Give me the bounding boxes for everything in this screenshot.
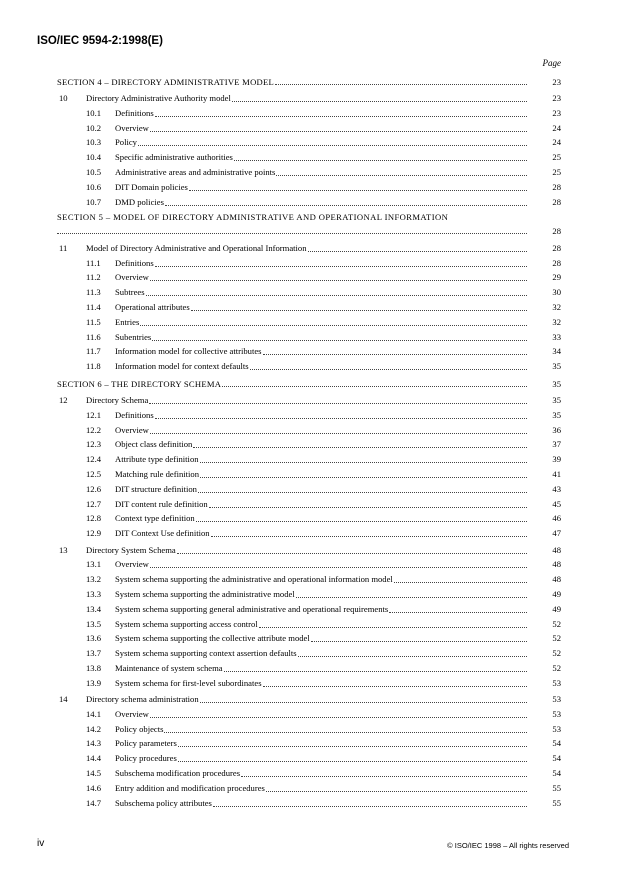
toc-entry-title: Overview: [115, 122, 149, 133]
toc-page-number: 35: [552, 395, 561, 406]
toc-entry-number: 11: [59, 242, 68, 253]
toc-entry-number: 11.2: [86, 272, 101, 283]
toc-entry-title: DIT content rule definition: [115, 498, 208, 509]
toc-page-number: 39: [552, 454, 561, 465]
toc-subclause-entry[interactable]: [0, 722, 619, 737]
toc-entry-title: Overview: [115, 559, 149, 570]
dot-leader: [165, 195, 527, 206]
toc-entry-number: 10.7: [86, 196, 102, 207]
toc-entry-title: Matching rule definition: [115, 469, 200, 480]
toc-entry-title: Overview: [115, 424, 149, 435]
toc-entry-title: Administrative areas and administrative points: [115, 166, 276, 177]
toc-page-number: 36: [552, 424, 561, 435]
toc-page-number: 41: [552, 469, 561, 480]
toc-entry-title: Definitions: [115, 107, 154, 118]
toc-page-number: 32: [552, 316, 561, 327]
toc-subclause-entry[interactable]: [0, 150, 619, 165]
toc-entry-number: 10.2: [86, 122, 102, 133]
toc-entry-number: 11.1: [86, 257, 101, 268]
toc-entry-title: Entry addition and modification procedures: [115, 782, 265, 793]
toc-entry-title: System schema for first-level subordinates: [115, 677, 262, 688]
toc-subclause-entry[interactable]: [0, 437, 619, 452]
toc-subclause-entry[interactable]: [0, 676, 619, 691]
toc-page-number: 23: [552, 93, 561, 103]
toc-page-number: 46: [552, 513, 561, 524]
dot-leader: [389, 602, 527, 613]
toc-entry-title: System schema supporting context assertion defaults: [115, 648, 297, 659]
toc-entry-number: 13.6: [86, 633, 102, 644]
toc-page-number: 52: [552, 633, 561, 644]
toc-entry-title: SECTION 6 – THE DIRECTORY SCHEMA: [57, 378, 222, 389]
toc-entry-number: 14.2: [86, 723, 102, 734]
toc-page-number: 45: [552, 498, 561, 509]
dot-leader: [178, 751, 527, 762]
dot-leader: [209, 497, 527, 508]
dot-leader: [196, 511, 527, 522]
toc-page-number: 52: [552, 648, 561, 659]
dot-leader: [232, 91, 527, 102]
toc-page-number: 28: [552, 257, 561, 268]
toc-entry-title: Entries: [115, 316, 140, 327]
toc-entry-number: 10.1: [86, 107, 102, 118]
toc-page-number: 28: [552, 196, 561, 207]
dot-leader: [155, 408, 527, 419]
toc-page-number: 35: [552, 378, 561, 389]
toc-entry-title: DIT structure definition: [115, 483, 197, 494]
toc-page-number: 54: [552, 753, 561, 764]
toc-entry-number: 11.6: [86, 331, 101, 342]
toc-subclause-entry[interactable]: [0, 180, 619, 195]
toc-entry-title: Overview: [115, 272, 149, 283]
toc-subclause-entry[interactable]: [0, 467, 619, 482]
toc-subclause-entry[interactable]: [0, 646, 619, 661]
toc-page-number: 30: [552, 287, 561, 298]
dot-leader: [259, 617, 527, 628]
dot-leader: [164, 722, 527, 733]
toc-subclause-entry[interactable]: [0, 736, 619, 751]
toc-entry-title: Context type definition: [115, 513, 195, 524]
toc-entry-title: Directory Administrative Authority model: [86, 93, 231, 103]
toc-entry-title: Directory System Schema: [86, 544, 176, 555]
toc-entry-number: 12.8: [86, 513, 102, 524]
toc-entry-number: 12.4: [86, 454, 102, 465]
dot-leader: [178, 736, 527, 747]
toc-entry-title: Definitions: [115, 257, 154, 268]
toc-subclause-entry[interactable]: [0, 707, 619, 722]
dot-leader: [193, 437, 527, 448]
toc-entry-title: Policy parameters: [115, 738, 177, 749]
dot-leader: [211, 526, 527, 537]
toc-entry-title: Subentries: [115, 331, 152, 342]
dot-leader: [250, 359, 527, 370]
toc-subclause-entry[interactable]: [0, 408, 619, 423]
toc-page-number: 34: [552, 346, 561, 357]
toc-page-number: 35: [552, 409, 561, 420]
toc-entry-number: 10.6: [86, 181, 102, 192]
toc-subclause-entry[interactable]: [0, 285, 619, 300]
toc-page-number: 28: [552, 226, 561, 237]
dot-leader: [150, 121, 527, 132]
toc-entry-title: Definitions: [115, 409, 154, 420]
toc-entry-number: 13.9: [86, 677, 102, 688]
toc-page-number: 43: [552, 483, 561, 494]
toc-page-number: 53: [552, 693, 561, 704]
toc-page-number: 28: [552, 181, 561, 192]
toc-subclause-entry[interactable]: [0, 526, 619, 541]
page-column-label: Page: [542, 58, 561, 68]
toc-entry-title: System schema supporting the administrative model: [115, 588, 295, 599]
toc-entry-title: Directory Schema: [86, 395, 149, 406]
dot-leader: [191, 300, 527, 311]
toc-subclause-entry[interactable]: [0, 452, 619, 467]
toc-subclause-entry[interactable]: [0, 482, 619, 497]
toc-clause-entry[interactable]: [0, 91, 619, 106]
toc-entry-number: 14.5: [86, 767, 102, 778]
toc-subclause-entry[interactable]: [0, 511, 619, 526]
toc-subclause-entry[interactable]: [0, 106, 619, 121]
toc-subclause-entry[interactable]: [0, 587, 619, 602]
toc-entry-title: SECTION 4 – DIRECTORY ADMINISTRATIVE MODEL: [57, 76, 274, 87]
toc-page-number: 24: [552, 137, 561, 148]
toc-entry-number: 12.2: [86, 424, 102, 435]
dot-leader: [150, 423, 527, 434]
toc-entry-number: 14.4: [86, 753, 102, 764]
toc-page-number: 55: [552, 797, 561, 808]
dot-leader: [177, 543, 527, 554]
toc-entry-number: 13.1: [86, 559, 102, 570]
toc-subclause-entry[interactable]: [0, 135, 619, 150]
dot-leader: [308, 241, 527, 252]
toc-page-number: 37: [552, 439, 561, 450]
toc-subclause-entry[interactable]: [0, 165, 619, 180]
toc-entry-number: 14: [59, 693, 68, 704]
toc-subclause-entry[interactable]: [0, 195, 619, 210]
toc-subclause-entry[interactable]: [0, 344, 619, 359]
toc-entry-title: System schema supporting the administrative and operational information model: [115, 574, 393, 585]
toc-page-number: 49: [552, 588, 561, 599]
toc-subclause-entry[interactable]: [0, 270, 619, 285]
dot-leader: [241, 766, 527, 777]
toc-subclause-entry[interactable]: [0, 796, 619, 811]
toc-entry-number: 12: [59, 395, 68, 406]
toc-page-number: 24: [552, 122, 561, 133]
toc-entry-title: DMD policies: [115, 196, 164, 207]
toc-entry-number: 11.4: [86, 302, 101, 313]
dot-leader: [213, 796, 527, 807]
toc-entry-title: Information model for context defaults: [115, 361, 249, 372]
toc-page-number: 53: [552, 708, 561, 719]
toc-entry-number: 12.6: [86, 483, 102, 494]
toc-entry-number: 13.3: [86, 588, 102, 599]
dot-leader: [200, 452, 527, 463]
toc-entry-number: 10: [59, 93, 68, 103]
toc-entry-number: 12.9: [86, 528, 102, 539]
toc-page-number: 23: [552, 76, 561, 87]
toc-page-number: 48: [552, 544, 561, 555]
toc-page-number: 53: [552, 677, 561, 688]
toc-entry-title: System schema supporting general administrative and operational requirements: [115, 603, 389, 614]
dot-leader: [200, 467, 527, 478]
toc-page-number: 53: [552, 723, 561, 734]
dot-leader: [200, 692, 527, 703]
toc-subclause-entry[interactable]: [0, 766, 619, 781]
toc-subclause-entry[interactable]: [0, 256, 619, 271]
toc-entry-title: Subtrees: [115, 287, 145, 298]
toc-entry-number: 12.5: [86, 469, 102, 480]
toc-entry-title: Policy: [115, 137, 137, 148]
dot-leader: [155, 256, 527, 267]
toc-subclause-entry[interactable]: [0, 315, 619, 330]
toc-clause-entry[interactable]: [0, 543, 619, 558]
toc-entry-number: 11.5: [86, 316, 101, 327]
dot-leader: [155, 106, 527, 117]
dot-leader: [275, 74, 527, 85]
toc-subclause-entry[interactable]: [0, 751, 619, 766]
toc-entry-number: 13: [59, 544, 68, 555]
toc-entry-title: SECTION 5 – MODEL OF DIRECTORY ADMINISTRATIVE AND OPERATIONAL INFORMATION: [57, 212, 449, 223]
toc-subclause-entry[interactable]: [0, 557, 619, 572]
dot-leader: [150, 270, 527, 281]
toc-page-number: 47: [552, 528, 561, 539]
toc-page-number: 32: [552, 302, 561, 313]
toc-entry-title: Model of Directory Administrative and Operational Information: [86, 242, 307, 253]
dot-leader: [311, 631, 527, 642]
toc-page-number: 54: [552, 738, 561, 749]
toc-subclause-entry[interactable]: [0, 330, 619, 345]
toc-page-number: 28: [552, 242, 561, 253]
toc-entry-title: Information model for collective attributes: [115, 346, 262, 357]
toc-page-number: 48: [552, 559, 561, 570]
toc-section-heading[interactable]: [0, 376, 619, 392]
toc-entry-title: Operational attributes: [115, 302, 190, 313]
toc-entry-number: 14.3: [86, 738, 102, 749]
toc-entry-title: Policy procedures: [115, 753, 177, 764]
footer-copyright: © ISO/IEC 1998 – All rights reserved: [447, 841, 569, 850]
toc-entry-number: 13.4: [86, 603, 102, 614]
toc-page-number: 49: [552, 603, 561, 614]
toc-subclause-entry[interactable]: [0, 423, 619, 438]
toc-entry-title: Policy objects: [115, 723, 164, 734]
toc-entry-number: 12.7: [86, 498, 102, 509]
toc-clause-entry[interactable]: [0, 692, 619, 707]
toc-entry-number: 10.4: [86, 152, 102, 163]
toc-entry-number: 12.1: [86, 409, 102, 420]
dot-leader: [150, 707, 527, 718]
toc-entry-number: 11.7: [86, 346, 101, 357]
toc-entry-title: DIT Context Use definition: [115, 528, 210, 539]
toc-entry-title: Directory schema administration: [86, 693, 199, 704]
toc-entry-title: Subschema policy attributes: [115, 797, 212, 808]
toc-page-number: 54: [552, 767, 561, 778]
dot-leader: [263, 344, 527, 355]
toc-entry-number: 13.5: [86, 618, 102, 629]
toc-entry-title: Object class definition: [115, 439, 193, 450]
toc-subclause-entry[interactable]: [0, 300, 619, 315]
toc-page-number: 29: [552, 272, 561, 283]
toc-entry-number: 13.8: [86, 662, 102, 673]
toc-entry-number: 12.3: [86, 439, 102, 450]
toc-entry-title: System schema supporting the collective attribute model: [115, 633, 310, 644]
dot-leader: [263, 676, 527, 687]
dot-leader: [266, 781, 527, 792]
toc-subclause-entry[interactable]: [0, 602, 619, 617]
dot-leader: [276, 165, 527, 176]
toc-entry-title: Subschema modification procedures: [115, 767, 241, 778]
toc-entry-title: DIT Domain policies: [115, 181, 188, 192]
toc-entry-number: 11.8: [86, 361, 101, 372]
toc-subclause-entry[interactable]: [0, 497, 619, 512]
toc-subclause-entry[interactable]: [0, 631, 619, 646]
dot-leader: [57, 227, 527, 234]
toc-subclause-entry[interactable]: [0, 572, 619, 587]
toc-entry-number: 10.5: [86, 166, 102, 177]
toc-clause-entry[interactable]: [0, 241, 619, 256]
toc-page-number: 25: [552, 152, 561, 163]
toc-page-number: 33: [552, 331, 561, 342]
toc-entry-title: Specific administrative authorities: [115, 152, 233, 163]
toc-subclause-entry[interactable]: [0, 121, 619, 136]
dot-leader: [222, 376, 527, 387]
toc-page-number: 25: [552, 166, 561, 177]
footer-page-number: iv: [37, 838, 45, 849]
toc-entry-number: 13.2: [86, 574, 102, 585]
dot-leader: [150, 557, 527, 568]
dot-leader: [224, 661, 527, 672]
dot-leader: [234, 150, 527, 161]
dot-leader: [138, 135, 527, 146]
toc-section-heading[interactable]: [0, 74, 619, 90]
toc-clause-entry[interactable]: [0, 393, 619, 408]
toc-section-heading[interactable]: [0, 209, 619, 239]
toc-entry-title: Overview: [115, 708, 149, 719]
table-of-contents: [0, 72, 619, 810]
toc-entry-number: 14.7: [86, 797, 102, 808]
toc-page-number: 55: [552, 782, 561, 793]
dot-leader: [149, 393, 527, 404]
toc-page-number: 52: [552, 662, 561, 673]
toc-entry-number: 14.6: [86, 782, 102, 793]
dot-leader: [146, 285, 527, 296]
toc-entry-number: 11.3: [86, 287, 101, 298]
toc-subclause-entry[interactable]: [0, 617, 619, 632]
dot-leader: [198, 482, 527, 493]
toc-subclause-entry[interactable]: [0, 661, 619, 676]
toc-entry-number: 10.3: [86, 137, 102, 148]
toc-page-number: 52: [552, 618, 561, 629]
dot-leader: [140, 315, 527, 326]
dot-leader: [189, 180, 527, 191]
toc-page-number: 23: [552, 107, 561, 118]
dot-leader: [296, 587, 527, 598]
toc-page-number: 35: [552, 361, 561, 372]
toc-subclause-entry[interactable]: [0, 781, 619, 796]
toc-entry-number: 13.7: [86, 648, 102, 659]
dot-leader: [298, 646, 527, 657]
dot-leader: [394, 572, 527, 583]
toc-entry-number: 14.1: [86, 708, 102, 719]
toc-entry-title: Attribute type definition: [115, 454, 199, 465]
toc-page-number: 48: [552, 574, 561, 585]
toc-entry-title: System schema supporting access control: [115, 618, 258, 629]
toc-subclause-entry[interactable]: [0, 359, 619, 374]
document-id: ISO/IEC 9594-2:1998(E): [37, 35, 163, 47]
toc-entry-title: Maintenance of system schema: [115, 662, 223, 673]
dot-leader: [152, 330, 527, 341]
